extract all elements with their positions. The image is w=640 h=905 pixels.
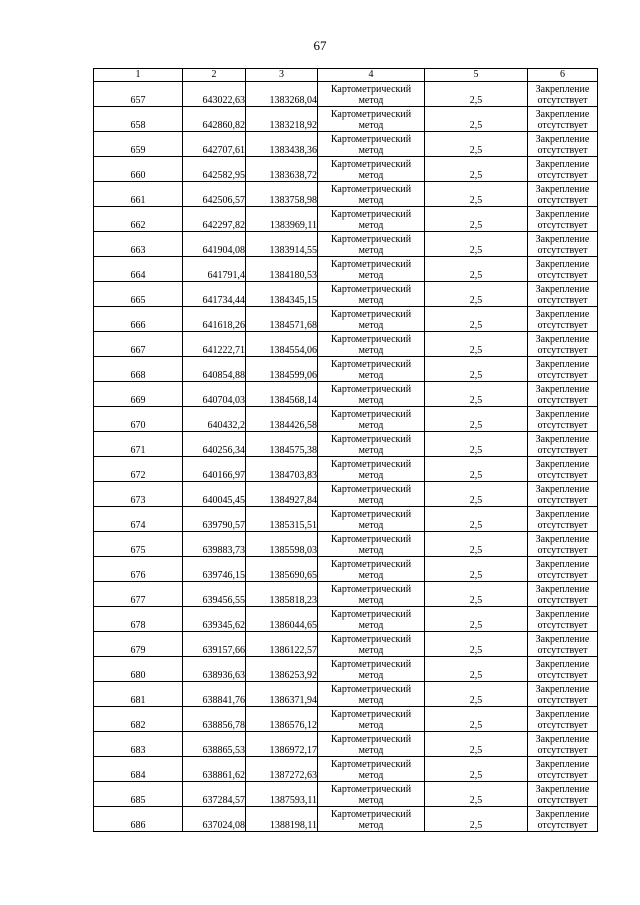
x-coordinate-cell: 638865,53 [183,732,246,757]
fixing-cell: Закрепление отсутствует [528,457,598,482]
y-coordinate-cell: 1387593,11 [246,782,318,807]
y-coordinate-cell: 1383638,72 [246,157,318,182]
point-number-cell: 672 [94,457,183,482]
table-row [94,107,598,132]
fixing-cell: Закрепление отсутствует [528,557,598,582]
y-coordinate-cell: 1384180,53 [246,257,318,282]
table-row [94,482,598,507]
table-row [94,782,598,807]
y-coordinate-cell: 1386371,94 [246,682,318,707]
x-coordinate-cell: 639456,55 [183,582,246,607]
y-coordinate-cell: 1385315,51 [246,507,318,532]
fixing-cell: Закрепление отсутствует [528,232,598,257]
accuracy-cell: 2,5 [425,732,528,757]
point-number-cell: 680 [94,657,183,682]
table-row [94,507,598,532]
point-number-cell: 659 [94,132,183,157]
method-cell: Картометрический метод [318,682,425,707]
fixing-cell: Закрепление отсутствует [528,332,598,357]
point-number-cell: 663 [94,232,183,257]
x-coordinate-cell: 641791,4 [183,257,246,282]
fixing-cell: Закрепление отсутствует [528,532,598,557]
x-coordinate-cell: 643022,63 [183,82,246,107]
header-row [94,69,598,82]
accuracy-cell: 2,5 [425,582,528,607]
accuracy-cell: 2,5 [425,332,528,357]
point-number-cell: 664 [94,257,183,282]
accuracy-cell: 2,5 [425,532,528,557]
point-number-cell: 685 [94,782,183,807]
method-cell: Картометрический метод [318,732,425,757]
y-coordinate-cell: 1384575,38 [246,432,318,457]
fixing-cell: Закрепление отсутствует [528,582,598,607]
table-row [94,607,598,632]
method-cell: Картометрический метод [318,282,425,307]
table-row [94,732,598,757]
y-coordinate-cell: 1384703,83 [246,457,318,482]
y-coordinate-cell: 1384568,14 [246,382,318,407]
x-coordinate-cell: 642582,95 [183,157,246,182]
table-row [94,82,598,107]
table-row [94,132,598,157]
point-number-cell: 665 [94,282,183,307]
point-number-cell: 670 [94,407,183,432]
method-cell: Картометрический метод [318,807,425,832]
table-row [94,532,598,557]
x-coordinate-cell: 640166,97 [183,457,246,482]
y-coordinate-cell: 1386972,17 [246,732,318,757]
accuracy-cell: 2,5 [425,632,528,657]
y-coordinate-cell: 1387272,63 [246,757,318,782]
point-number-cell: 686 [94,807,183,832]
table-row [94,257,598,282]
x-coordinate-cell: 639790,57 [183,507,246,532]
method-cell: Картометрический метод [318,482,425,507]
accuracy-cell: 2,5 [425,282,528,307]
point-number-cell: 678 [94,607,183,632]
x-coordinate-cell: 638936,63 [183,657,246,682]
fixing-cell: Закрепление отсутствует [528,157,598,182]
point-number-cell: 666 [94,307,183,332]
accuracy-cell: 2,5 [425,482,528,507]
fixing-cell: Закрепление отсутствует [528,807,598,832]
method-cell: Картометрический метод [318,632,425,657]
fixing-cell: Закрепление отсутствует [528,107,598,132]
x-coordinate-cell: 642506,57 [183,182,246,207]
table-row [94,632,598,657]
y-coordinate-cell: 1383438,36 [246,132,318,157]
header-cell: 6 [528,69,598,82]
x-coordinate-cell: 641734,44 [183,282,246,307]
table-row [94,432,598,457]
point-number-cell: 675 [94,532,183,557]
point-number-cell: 660 [94,157,183,182]
table-row [94,207,598,232]
table-row [94,582,598,607]
fixing-cell: Закрепление отсутствует [528,607,598,632]
point-number-cell: 673 [94,482,183,507]
method-cell: Картометрический метод [318,307,425,332]
y-coordinate-cell: 1384426,58 [246,407,318,432]
y-coordinate-cell: 1384345,15 [246,282,318,307]
point-number-cell: 682 [94,707,183,732]
method-cell: Картометрический метод [318,357,425,382]
method-cell: Картометрический метод [318,232,425,257]
x-coordinate-cell: 639746,15 [183,557,246,582]
method-cell: Картометрический метод [318,607,425,632]
fixing-cell: Закрепление отсутствует [528,382,598,407]
point-number-cell: 657 [94,82,183,107]
method-cell: Картометрический метод [318,707,425,732]
x-coordinate-cell: 640432,2 [183,407,246,432]
accuracy-cell: 2,5 [425,607,528,632]
point-number-cell: 658 [94,107,183,132]
y-coordinate-cell: 1385598,03 [246,532,318,557]
fixing-cell: Закрепление отсутствует [528,182,598,207]
method-cell: Картометрический метод [318,107,425,132]
method-cell: Картометрический метод [318,582,425,607]
x-coordinate-cell: 641618,26 [183,307,246,332]
point-number-cell: 661 [94,182,183,207]
y-coordinate-cell: 1385818,23 [246,582,318,607]
table-body [94,82,598,832]
x-coordinate-cell: 640045,45 [183,482,246,507]
x-coordinate-cell: 639883,73 [183,532,246,557]
point-number-cell: 676 [94,557,183,582]
table-row [94,332,598,357]
point-number-cell: 681 [94,682,183,707]
method-cell: Картометрический метод [318,757,425,782]
table-row [94,457,598,482]
table-row [94,382,598,407]
x-coordinate-cell: 639157,66 [183,632,246,657]
method-cell: Картометрический метод [318,257,425,282]
y-coordinate-cell: 1386253,92 [246,657,318,682]
method-cell: Картометрический метод [318,382,425,407]
accuracy-cell: 2,5 [425,707,528,732]
point-number-cell: 667 [94,332,183,357]
y-coordinate-cell: 1386044,65 [246,607,318,632]
table-row [94,232,598,257]
method-cell: Картометрический метод [318,507,425,532]
method-cell: Картометрический метод [318,157,425,182]
method-cell: Картометрический метод [318,332,425,357]
y-coordinate-cell: 1384571,68 [246,307,318,332]
header-cell: 1 [94,69,183,82]
method-cell: Картометрический метод [318,657,425,682]
header-cell: 3 [246,69,318,82]
accuracy-cell: 2,5 [425,407,528,432]
header-cell: 4 [318,69,425,82]
fixing-cell: Закрепление отсутствует [528,307,598,332]
method-cell: Картометрический метод [318,82,425,107]
x-coordinate-cell: 642707,61 [183,132,246,157]
page-number: 67 [313,38,327,53]
fixing-cell: Закрепление отсутствует [528,357,598,382]
accuracy-cell: 2,5 [425,307,528,332]
x-coordinate-cell: 642297,82 [183,207,246,232]
fixing-cell: Закрепление отсутствует [528,257,598,282]
fixing-cell: Закрепление отсутствует [528,432,598,457]
accuracy-cell: 2,5 [425,207,528,232]
x-coordinate-cell: 638856,78 [183,707,246,732]
method-cell: Картометрический метод [318,557,425,582]
accuracy-cell: 2,5 [425,457,528,482]
accuracy-cell: 2,5 [425,432,528,457]
y-coordinate-cell: 1386122,57 [246,632,318,657]
fixing-cell: Закрепление отсутствует [528,482,598,507]
table-row [94,407,598,432]
accuracy-cell: 2,5 [425,357,528,382]
accuracy-cell: 2,5 [425,182,528,207]
accuracy-cell: 2,5 [425,232,528,257]
accuracy-cell: 2,5 [425,157,528,182]
y-coordinate-cell: 1384599,06 [246,357,318,382]
accuracy-cell: 2,5 [425,757,528,782]
method-cell: Картометрический метод [318,532,425,557]
point-number-cell: 674 [94,507,183,532]
accuracy-cell: 2,5 [425,132,528,157]
fixing-cell: Закрепление отсутствует [528,132,598,157]
y-coordinate-cell: 1383914,55 [246,232,318,257]
point-number-cell: 671 [94,432,183,457]
table-row [94,182,598,207]
fixing-cell: Закрепление отсутствует [528,782,598,807]
accuracy-cell: 2,5 [425,557,528,582]
y-coordinate-cell: 1388198,11 [246,807,318,832]
fixing-cell: Закрепление отсутствует [528,407,598,432]
accuracy-cell: 2,5 [425,682,528,707]
method-cell: Картометрический метод [318,432,425,457]
accuracy-cell: 2,5 [425,382,528,407]
fixing-cell: Закрепление отсутствует [528,757,598,782]
table-row [94,282,598,307]
x-coordinate-cell: 641904,08 [183,232,246,257]
coordinates-table [93,68,598,832]
fixing-cell: Закрепление отсутствует [528,707,598,732]
x-coordinate-cell: 640704,03 [183,382,246,407]
fixing-cell: Закрепление отсутствует [528,207,598,232]
fixing-cell: Закрепление отсутствует [528,282,598,307]
y-coordinate-cell: 1383969,11 [246,207,318,232]
fixing-cell: Закрепление отсутствует [528,82,598,107]
method-cell: Картометрический метод [318,182,425,207]
point-number-cell: 679 [94,632,183,657]
header-cell: 2 [183,69,246,82]
point-number-cell: 677 [94,582,183,607]
accuracy-cell: 2,5 [425,657,528,682]
x-coordinate-cell: 642860,82 [183,107,246,132]
y-coordinate-cell: 1383758,98 [246,182,318,207]
x-coordinate-cell: 640854,88 [183,357,246,382]
point-number-cell: 668 [94,357,183,382]
y-coordinate-cell: 1385690,65 [246,557,318,582]
x-coordinate-cell: 637284,57 [183,782,246,807]
accuracy-cell: 2,5 [425,807,528,832]
x-coordinate-cell: 637024,08 [183,807,246,832]
table-row [94,557,598,582]
x-coordinate-cell: 638841,76 [183,682,246,707]
accuracy-cell: 2,5 [425,782,528,807]
table-row [94,157,598,182]
table-row [94,682,598,707]
x-coordinate-cell: 640256,34 [183,432,246,457]
point-number-cell: 684 [94,757,183,782]
accuracy-cell: 2,5 [425,82,528,107]
y-coordinate-cell: 1386576,12 [246,707,318,732]
table-row [94,807,598,832]
fixing-cell: Закрепление отсутствует [528,682,598,707]
y-coordinate-cell: 1383268,04 [246,82,318,107]
point-number-cell: 662 [94,207,183,232]
header-cell: 5 [425,69,528,82]
table-row [94,357,598,382]
x-coordinate-cell: 638861,62 [183,757,246,782]
point-number-cell: 683 [94,732,183,757]
table-row [94,757,598,782]
accuracy-cell: 2,5 [425,507,528,532]
x-coordinate-cell: 639345,62 [183,607,246,632]
fixing-cell: Закрепление отсутствует [528,507,598,532]
accuracy-cell: 2,5 [425,257,528,282]
fixing-cell: Закрепление отсутствует [528,732,598,757]
fixing-cell: Закрепление отсутствует [528,657,598,682]
y-coordinate-cell: 1384927,84 [246,482,318,507]
method-cell: Картометрический метод [318,132,425,157]
x-coordinate-cell: 641222,71 [183,332,246,357]
point-number-cell: 669 [94,382,183,407]
method-cell: Картометрический метод [318,782,425,807]
y-coordinate-cell: 1384554,06 [246,332,318,357]
table-row [94,657,598,682]
table-row [94,307,598,332]
table-row [94,707,598,732]
accuracy-cell: 2,5 [425,107,528,132]
y-coordinate-cell: 1383218,92 [246,107,318,132]
method-cell: Картометрический метод [318,457,425,482]
method-cell: Картометрический метод [318,407,425,432]
fixing-cell: Закрепление отсутствует [528,632,598,657]
method-cell: Картометрический метод [318,207,425,232]
